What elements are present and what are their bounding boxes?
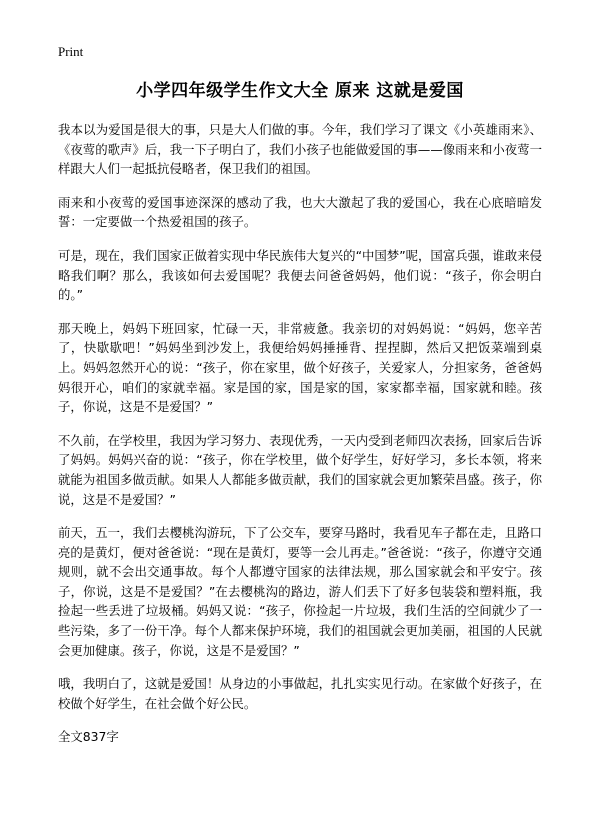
article-title: 小学四年级学生作文大全 原来 这就是爱国 (136, 81, 464, 101)
article-body (58, 120, 542, 747)
word-count: 全文837字 (58, 729, 119, 745)
paragraph-2: 雨来和小夜莺的爱国事迹深深的感动了我，也大大激起了我的爱国心，我在心底暗暗发誓：一定要做一个热爱祖国的孩子。 (58, 194, 542, 230)
paragraph-4: 那天晚上，妈妈下班回家，忙碌一天，非常疲惫。我亲切的对妈妈说：“妈妈，您辛苦了，快歇歇吧！”妈妈坐到沙发上，我便给妈妈捶捶背、捏捏脚，然后又把饭菜端到桌上。妈妈忽然开心的说：“孩子，你在家里，做个好孩子，关爱家人，分担家务，爸爸妈妈很开心，咱们的家就幸福。家是国的家，国是家的国，家家都幸福，国家就和睦。孩子，你说，这是不是爱国？” (58, 320, 542, 415)
paragraph-3: 可是，现在，我们国家正做着实现中华民族伟大复兴的“中国梦”呢，国富兵强，谁敢来侵略我们啊？那么，我该如何去爱国呢？我便去问爸爸妈妈，他们说：“孩子，你会明白的。” (58, 247, 542, 303)
paragraph-7: 哦，我明白了，这就是爱国！从身边的小事做起，扎扎实实见行动。在家做个好孩子，在校做个好学生，在社会做个好公民。 (58, 676, 542, 711)
paragraph-5: 不久前，在学校里，我因为学习努力、表现优秀，一天内受到老师四次表扬，回家后告诉了妈妈。妈妈兴奋的说：“孩子，你在学校里，做个好学生，好好学习，多长本领，将来就能为祖国多做贡献。如果人人都能多做贡献，我们的国家就会更加繁荣昌盛。孩子，你说，这是不是爱国？” (58, 432, 542, 507)
paragraph-6: 前天，五一，我们去樱桃沟游玩，下了公交车，要穿马路时，我看见车子都在走，且路口亮的是黄灯，便对爸爸说：“现在是黄灯，要等一会儿再走。”爸爸说：“孩子，你遵守交通规则，就不会出交通事故。每个人都遵守国家的法律法规，那么国家就会和平安宁。孩子，你说，这是不是爱国？”在去樱桃沟的路边，游人们丢下了好多包装袋和塑料瓶，我捡起一些丢进了垃圾桶。妈妈又说：“孩子，你捡起一片垃圾，我们生活的空间就少了一些污染，多了一份干净。每个人都来保护环境，我们的祖国就会更加美丽，祖国的人民就会更加健康。孩子，你说，这是不是爱国？” (58, 525, 542, 658)
paragraph-1: 我本以为爱国是很大的事，只是大人们做的事。今年，我们学习了课文《小英雄雨来》、《夜莺的歌声》后，我一下子明白了，我们小孩子也能做爱国的事——像雨来和小夜莺一样跟大人们一起抵抗侵略者，保卫我们的祖国。 (58, 122, 542, 177)
print-link[interactable]: Print (58, 44, 84, 59)
